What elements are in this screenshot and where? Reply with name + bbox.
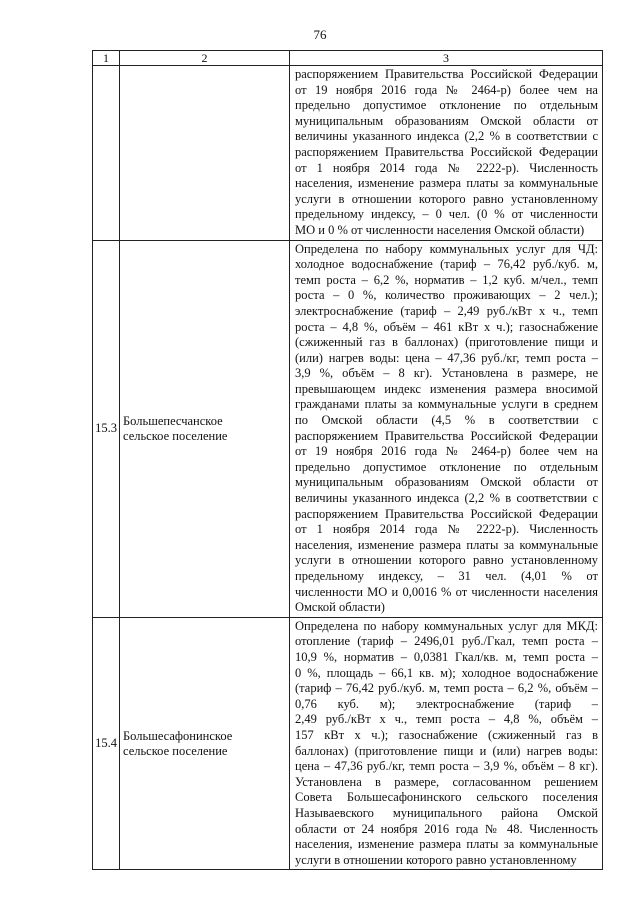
description-line: баллонах) (приготовление пищи и (или) нагрев воды:	[295, 743, 598, 758]
description-line: (сжиженный газ в баллонах) (приготовление пищи и	[295, 335, 598, 350]
tariff-table	[92, 50, 603, 870]
row-number-cell	[93, 66, 120, 241]
description-line: 0 %, площадь – 66,1 кв. м); холодное водоснабжение	[295, 665, 598, 680]
description-line: (тариф – 76,42 руб./куб. м, темп роста – 6,2 %, объём –	[295, 681, 598, 696]
settlement-name-cell	[120, 240, 290, 617]
description-line: темп роста – 6,2 %, норматив – 1,2 куб. м/чел., темп	[295, 272, 598, 287]
description-line: от 1 ноября 2014 года № 2222-р). Численность	[295, 160, 598, 175]
description-line: Называевского муниципального района Омской	[295, 805, 598, 820]
description-line: гражданами платы за коммунальные услуги в среднем	[295, 397, 598, 412]
description-line: цена – 47,36 руб./кг, темп роста – 3,9 %, объём – 8 кг).	[295, 759, 598, 774]
description-cell	[290, 617, 603, 870]
description-line: роста – 0 %, количество проживающих – 2 чел.);	[295, 288, 598, 303]
header-cell-3: 3	[290, 51, 603, 66]
settlement-name-line: сельское поселение	[123, 743, 228, 758]
description-line: электроснабжение (тариф – 2,49 руб./кВт х ч., темп	[295, 303, 598, 318]
description-line: 0,76 куб. м); электроснабжение (тариф –	[295, 696, 598, 711]
description-line: услуги в отношении которого равно установленному	[295, 191, 598, 206]
description-line: от 19 ноября 2016 года № 2464-р) более чем на	[295, 82, 598, 97]
description-line: Установлена в размере, согласованном решением	[295, 774, 598, 789]
description-line: муниципальным образованиям Омской области от	[295, 113, 598, 128]
description-line: роста – 4,8 %, объём – 461 кВт х ч.); газоснабжение	[295, 319, 598, 334]
description-line: 157 кВт х ч.); газоснабжение (сжиженный газ в	[295, 727, 598, 742]
description-cell	[290, 240, 603, 617]
description-line: отопление (тариф – 2496,01 руб./Гкал, темп роста –	[295, 634, 598, 649]
page-number: 76	[313, 27, 327, 42]
settlement-name-cell	[120, 66, 290, 241]
description-cell	[290, 66, 603, 241]
description-line: области от 24 ноября 2016 года № 48. Численность	[295, 821, 598, 836]
description-line: 3,9 %, объём – 8 кг). Установлена в размере, не	[295, 366, 598, 381]
description-line: предельно допустимое отклонение по отдельным	[295, 98, 598, 113]
description-line: услуги в отношении которого равно установленному	[295, 553, 598, 568]
description-line: превышающем индекс изменения размера вносимой	[295, 381, 598, 396]
description-line: предельному индексу, – 31 чел. (4,01 % от	[295, 569, 598, 583]
description-line: Совета Большесафонинского сельского поселения	[295, 790, 598, 805]
settlement-name-line: Большесафонинское	[123, 728, 233, 743]
header-cell-2: 2	[120, 51, 290, 66]
description-line: 2,49 руб./кВт х ч., темп роста – 4,8 %, объём –	[295, 712, 598, 727]
row-number-cell: 15.4	[93, 617, 120, 870]
description-line: от 19 ноября 2016 года № 2464-р) более чем на	[295, 444, 598, 459]
settlement-name-line: Большепесчанское	[123, 413, 223, 428]
description-line: Определена по набору коммунальных услуг для МКД:	[295, 618, 598, 633]
description-line: предельному индексу, – 0 чел. (0 % от численности	[295, 207, 598, 222]
description-line: холодное водоснабжение (тариф – 76,42 руб./куб. м,	[295, 257, 598, 272]
description-line: предельно допустимое отклонение по отдельным	[295, 459, 598, 474]
table-row	[93, 240, 603, 617]
description-line: населения, изменение размера платы за коммунальные	[295, 837, 598, 852]
row-number-cell: 15.3	[93, 240, 120, 617]
description-line: от 1 ноября 2014 года № 2222-р). Численность	[295, 522, 598, 537]
table-header-row	[93, 51, 603, 66]
settlement-name-line: сельское поселение	[123, 428, 228, 443]
header-cell-1: 1	[93, 51, 120, 66]
settlement-name-cell	[120, 617, 290, 870]
description-line: муниципальным образованиям Омской области от	[295, 475, 598, 490]
description-line: 10,9 %, норматив – 0,0381 Гкал/кв. м, темп роста –	[295, 649, 598, 664]
description-line: МО и 0 % от численности населения Омской области)	[295, 222, 585, 237]
description-line: по Омской области (4,5 % в соответствии с	[295, 413, 598, 428]
description-line: распоряжением Правительства Российской Федерации	[295, 506, 598, 521]
table-row	[93, 66, 603, 241]
description-line: Определена по набору коммунальных услуг для ЧД:	[295, 241, 598, 256]
description-line: распоряжением Правительства Российской Федерации	[295, 428, 598, 443]
description-line: Омской области)	[295, 600, 385, 615]
description-line: населения, изменение размера платы за коммунальные	[295, 176, 598, 191]
description-line: услуги в отношении которого равно установленному	[295, 852, 577, 867]
description-line: величины указанного индекса (2,2 % в соответствии с	[295, 491, 598, 506]
description-line: населения, изменение размера платы за коммунальные	[295, 537, 598, 552]
table-row	[93, 617, 603, 870]
description-line: распоряжением Правительства Российской Федерации	[295, 67, 598, 81]
description-line: численности МО и 0,0016 % от численности населения	[295, 584, 598, 599]
description-line: (или) нагрев воды: цена – 47,36 руб./кг, темп роста –	[295, 350, 598, 365]
description-line: распоряжением Правительства Российской Федерации	[295, 144, 598, 159]
description-line: величины указанного индекса (2,2 % в соответствии с	[295, 129, 598, 144]
